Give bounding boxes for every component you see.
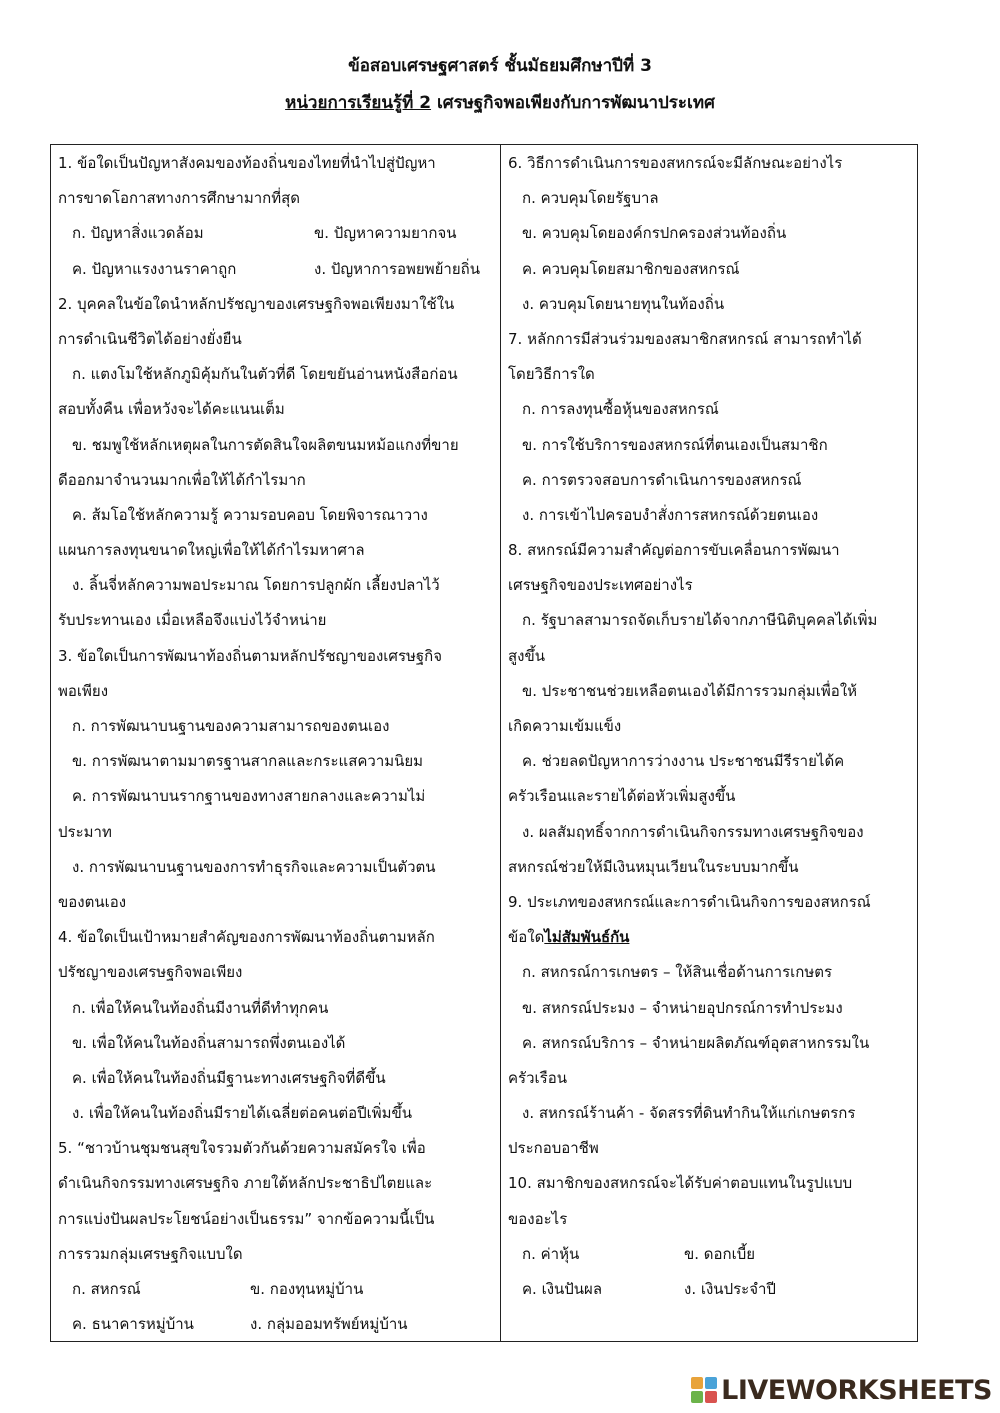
option-a[interactable]: ก. สหกรณ์การเกษตร – ให้สินเชื่อด้านการเกษตร <box>522 963 833 982</box>
question-10-options-row-2 <box>508 1272 913 1307</box>
option-d[interactable]: ง. การพัฒนาบนฐานของการทำธุรกิจและความเป็นตัวตน <box>72 857 436 876</box>
option-b[interactable]: ข. เพื่อให้คนในท้องถิ่นสามารถพึ่งตนเองได้ <box>72 1033 346 1052</box>
question-1-options-row-2 <box>58 252 494 287</box>
column-divider <box>500 144 501 1342</box>
option-c[interactable]: ค. ปัญหาแรงงานราคาถูก <box>72 259 237 278</box>
option-a-cont[interactable]: สอบทั้งคืน เพื่อหวังจะได้คะแนนเต็ม <box>58 400 285 419</box>
option-d[interactable]: ง. เงินประจำปี <box>684 1280 776 1298</box>
question-3-text-cont: พอเพียง <box>58 681 109 700</box>
option-c[interactable]: ค. เงินปันผล <box>522 1280 603 1298</box>
question-2-text: 2. บุคคลในข้อใดนำหลักปรัชญาของเศรษฐกิจพอเพียงมาใช้ใน <box>58 294 455 313</box>
question-3-text: 3. ข้อใดเป็นการพัฒนาท้องถิ่นตามหลักปรัชญาของเศรษฐกิจ <box>58 646 443 665</box>
option-a[interactable]: ก. การพัฒนาบนฐานของความสามารถของตนเอง <box>72 717 390 735</box>
option-b[interactable]: ข. ประชาชนช่วยเหลือตนเองได้มีการรวมกลุ่มเพื่อให้ <box>522 681 858 700</box>
option-c-cont[interactable]: ครัวเรือนและรายได้ต่อหัวเพิ่มสูงขึ้น <box>508 787 736 806</box>
option-c[interactable]: ค. การตรวจสอบการดำเนินการของสหกรณ์ <box>522 470 802 489</box>
option-c[interactable]: ค. สหกรณ์บริการ – จำหน่ายผลิตภัณฑ์อุตสาหกรรมใน <box>522 1033 870 1052</box>
logo-square-1 <box>691 1377 703 1389</box>
question-9-emphasis: ไม่สัมพันธ์กัน <box>544 928 630 947</box>
option-b[interactable]: ข. สหกรณ์ประมง – จำหน่ายอุปกรณ์การทำประมง <box>522 998 843 1017</box>
option-c[interactable]: ค. การพัฒนาบนรากฐานของทางสายกลางและความไม่ <box>72 787 426 806</box>
left-column <box>58 146 494 1342</box>
question-5-text-cont-3: การรวมกลุ่มเศรษฐกิจแบบใด <box>58 1244 243 1263</box>
question-7-text: 7. หลักการมีส่วนร่วมของสมาชิกสหกรณ์ สามารถทำได้ <box>508 329 862 348</box>
option-d[interactable]: ง. สหกรณ์ร้านค้า - จัดสรรที่ดินทำกินให้แก่เกษตรกร <box>522 1104 856 1123</box>
question-1-options-row-1 <box>58 216 494 251</box>
option-d[interactable]: ง. ปัญหาการอพยพย้ายถิ่น <box>314 259 480 278</box>
question-4-text: 4. ข้อใดเป็นเป้าหมายสำคัญของการพัฒนาท้องถิ่นตามหลัก <box>58 928 435 947</box>
option-a[interactable]: ก. การลงทุนซื้อหุ้นของสหกรณ์ <box>522 400 719 419</box>
option-b[interactable]: ข. ปัญหาความยากจน <box>314 224 457 243</box>
liveworksheets-logo[interactable] <box>691 1373 992 1407</box>
logo-square-4 <box>705 1391 717 1403</box>
question-5-text-cont-2: การแบ่งปันผลประโยชน์อย่างเป็นธรรม” จากข้อความนี้เป็น <box>58 1209 435 1228</box>
question-8-text-cont: เศรษฐกิจของประเทศอย่างไร <box>508 576 693 595</box>
question-9-text-cont <box>508 920 913 955</box>
question-5-options-row-1 <box>58 1272 494 1307</box>
option-b-cont[interactable]: ดีออกมาจำนวนมากเพื่อให้ได้กำไรมาก <box>58 470 306 489</box>
option-d-cont[interactable]: ประกอบอาชีพ <box>508 1139 599 1158</box>
question-2-text-cont: การดำเนินชีวิตได้อย่างยั่งยืน <box>58 329 242 348</box>
option-d-cont[interactable]: รับประทานเอง เมื่อเหลือจึงแบ่งไว้จำหน่าย <box>58 611 327 630</box>
question-5-text-cont-1: ดำเนินกิจกรรมทางเศรษฐกิจ ภายใต้หลักประชาธิปไตยและ <box>58 1174 433 1193</box>
option-d-cont[interactable]: สหกรณ์ช่วยให้มีเงินหมุนเวียนในระบบมากขึ้น <box>508 857 799 876</box>
option-b[interactable]: ข. การพัฒนาตามมาตรฐานสากลและกระแสความนิยม <box>72 752 424 771</box>
option-c[interactable]: ค. เพื่อให้คนในท้องถิ่นมีฐานะทางเศรษฐกิจที่ดีขึ้น <box>72 1068 386 1087</box>
option-c[interactable]: ค. ธนาคารหมู่บ้าน <box>72 1315 194 1334</box>
option-a[interactable]: ก. ควบคุมโดยรัฐบาล <box>522 189 659 208</box>
question-1-text: 1. ข้อใดเป็นปัญหาสังคมของท้องถิ่นของไทยที่นำไปสู่ปัญหา <box>58 154 436 172</box>
option-c-cont[interactable]: ประมาท <box>58 822 112 841</box>
question-7-text-cont: โดยวิธีการใด <box>508 365 595 384</box>
option-b-cont[interactable]: เกิดความเข้มแข็ง <box>508 717 622 735</box>
option-a[interactable]: ก. รัฐบาลสามารถจัดเก็บรายได้จากภาษีนิติบุคคลได้เพิ่ม <box>522 611 878 630</box>
question-5-options-row-2 <box>58 1307 494 1342</box>
option-d[interactable]: ง. การเข้าไปครอบงำสั่งการสหกรณ์ด้วยตนเอง <box>522 505 819 524</box>
option-b[interactable]: ข. การใช้บริการของสหกรณ์ที่ตนเองเป็นสมาชิก <box>522 435 828 454</box>
liveworksheets-logo-icon <box>691 1377 717 1403</box>
option-b[interactable]: ข. กองทุนหมู่บ้าน <box>250 1280 364 1298</box>
option-b[interactable]: ข. ชมพูใช้หลักเหตุผลในการตัดสินใจผลิตขนมหม้อแกงที่ขาย <box>72 435 459 454</box>
question-10-options-row-1 <box>508 1237 913 1272</box>
unit-name: เศรษฐกิจพอเพียงกับการพัฒนาประเทศ <box>431 93 715 113</box>
option-d[interactable]: ง. เพื่อให้คนในท้องถิ่นมีรายได้เฉลี่ยต่อคนต่อปีเพิ่มขึ้น <box>72 1104 413 1123</box>
question-5-text: 5. “ชาวบ้านชุมชนสุขใจรวมตัวกันด้วยความสมัครใจ เพื่อ <box>58 1139 426 1158</box>
option-b[interactable]: ข. ดอกเบี้ย <box>684 1244 756 1263</box>
option-a-cont[interactable]: สูงขึ้น <box>508 646 545 665</box>
option-b[interactable]: ข. ควบคุมโดยองค์กรปกครองส่วนท้องถิ่น <box>522 224 787 243</box>
question-9-prefix: ข้อใด <box>508 928 545 947</box>
question-4-text-cont: ปรัชญาของเศรษฐกิจพอเพียง <box>58 963 243 982</box>
option-c[interactable]: ค. ควบคุมโดยสมาชิกของสหกรณ์ <box>522 259 740 278</box>
option-d[interactable]: ง. ผลสัมฤทธิ์จากการดำเนินกิจกรรมทางเศรษฐกิจของ <box>522 822 864 841</box>
option-d[interactable]: ง. กลุ่มออมทรัพย์หมู่บ้าน <box>250 1315 408 1334</box>
option-d-cont[interactable]: ของตนเอง <box>58 892 127 911</box>
option-d[interactable]: ง. ควบคุมโดยนายทุนในท้องถิ่น <box>522 294 725 313</box>
logo-text: LIVEWORKSHEETS <box>721 1374 992 1406</box>
unit-label: หน่วยการเรียนรู้ที่ 2 <box>285 93 432 113</box>
option-a[interactable]: ก. สหกรณ์ <box>72 1280 141 1298</box>
option-a[interactable]: ก. ปัญหาสิ่งแวดล้อม <box>72 224 204 243</box>
option-a[interactable]: ก. เพื่อให้คนในท้องถิ่นมีงานที่ดีทำทุกคน <box>72 998 329 1017</box>
option-d[interactable]: ง. ลิ้นจี่หลักความพอประมาณ โดยการปลูกผัก เลี้ยงปลาไว้ <box>72 576 440 595</box>
question-8-text: 8. สหกรณ์มีความสำคัญต่อการขับเคลื่อนการพัฒนา <box>508 541 840 560</box>
option-c[interactable]: ค. ช่วยลดปัญหาการว่างงาน ประชาชนมีรีรายได้ค <box>522 752 845 771</box>
question-10-text-cont: ของอะไร <box>508 1209 568 1228</box>
page-title: ข้อสอบเศรษฐศาสตร์ ชั้นมัธยมศึกษาปีที่ 3 <box>348 56 652 76</box>
logo-square-3 <box>691 1391 703 1403</box>
option-c-cont[interactable]: แผนการลงทุนขนาดใหญ่เพื่อให้ได้กำไรมหาศาล <box>58 541 365 560</box>
question-6-text: 6. วิธีการดำเนินการของสหกรณ์จะมีลักษณะอย่างไร <box>508 154 843 172</box>
option-a[interactable]: ก. แตงโมใช้หลักภูมิคุ้มกันในตัวที่ดี โดยขยันอ่านหนังสือก่อน <box>72 365 458 384</box>
question-10-text: 10. สมาชิกของสหกรณ์จะได้รับค่าตอบแทนในรูปแบบ <box>508 1174 853 1193</box>
question-9-text: 9. ประเภทของสหกรณ์และการดำเนินกิจการของสหกรณ์ <box>508 892 871 911</box>
logo-square-2 <box>705 1377 717 1389</box>
question-1-text-cont: การขาดโอกาสทางการศึกษามากที่สุด <box>58 189 300 208</box>
unit-title <box>0 89 1000 117</box>
option-c-cont[interactable]: ครัวเรือน <box>508 1068 567 1087</box>
right-column <box>508 146 913 1307</box>
option-c[interactable]: ค. ส้มโอใช้หลักความรู้ ความรอบคอบ โดยพิจารณาวาง <box>72 505 428 524</box>
option-a[interactable]: ก. ค่าหุ้น <box>522 1244 580 1263</box>
